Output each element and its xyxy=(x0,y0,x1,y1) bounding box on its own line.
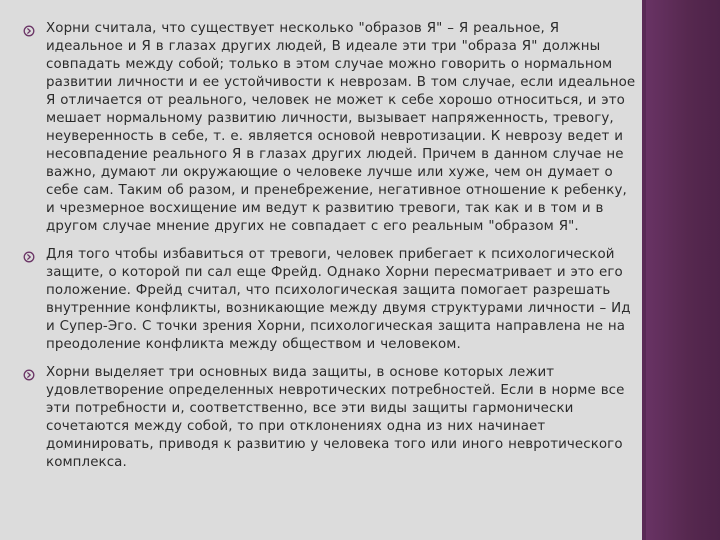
circled-arrow-icon xyxy=(23,25,35,37)
decorative-side-band xyxy=(642,0,720,540)
bullet-item-2 xyxy=(20,246,640,354)
bullet-text: Хорни выделяет три основных вида защиты, в основе которых лежит удовлетворение определенных невротических потребностей. Если в норме все эти потребности и, соответственно, все эти виды защиты гармонически сочетаются между собой, то при отклонениях одна из них начинает доминировать, приводя к развитию у человека того или иного невротического комплекса. xyxy=(46,365,625,470)
bullet-text: Хорни считала, что существует несколько "образов Я" – Я реальное, Я идеальное и Я в глазах других людей, В идеале эти три "образа Я" должны совпадать между собой; только в этом случае можно говорить о нормальном развитии личности и ее устойчивости к неврозам. В том случае, если идеальное Я отличается от реального, человек не может к себе хорошо относиться, и это мешает нормальному развитию личности, вызывает напряженность, тревогу, неуверенность в себе, т. е. является основой невротизации. К неврозу ведет и несовпадение реального Я в глазах других людей. Причем в данном случае не важно, думают ли окружающие о человеке лучше или хуже, чем он думает о себе сам. Таким об разом, и пренебрежение, негативное отношение к ребенку, и чрезмерное восхищение им ведут к развитию тревоги, так как и в том и в другом случае мнение других не совпадает с его реальным "образом Я". xyxy=(46,21,636,234)
bullet-list xyxy=(20,20,640,472)
circled-arrow-icon xyxy=(23,251,35,263)
bullet-item-1 xyxy=(20,20,640,236)
bullet-item-3 xyxy=(20,364,640,472)
bullet-text: Для того чтобы избавиться от тревоги, человек прибегает к психологической защите, о которой пи сал еще Фрейд. Однако Хорни пересматривает и это его положение. Фрейд считал, что психологическая защита помогает разрешать внутренние конфликты, возникающие между двумя структурами личности – Ид и Супер-Эго. С точки зрения Хорни, психологическая защита направлена не на преодоление конфликта между обществом и человеком. xyxy=(46,247,631,352)
circled-arrow-icon xyxy=(23,369,35,381)
side-band-edge xyxy=(642,0,646,540)
